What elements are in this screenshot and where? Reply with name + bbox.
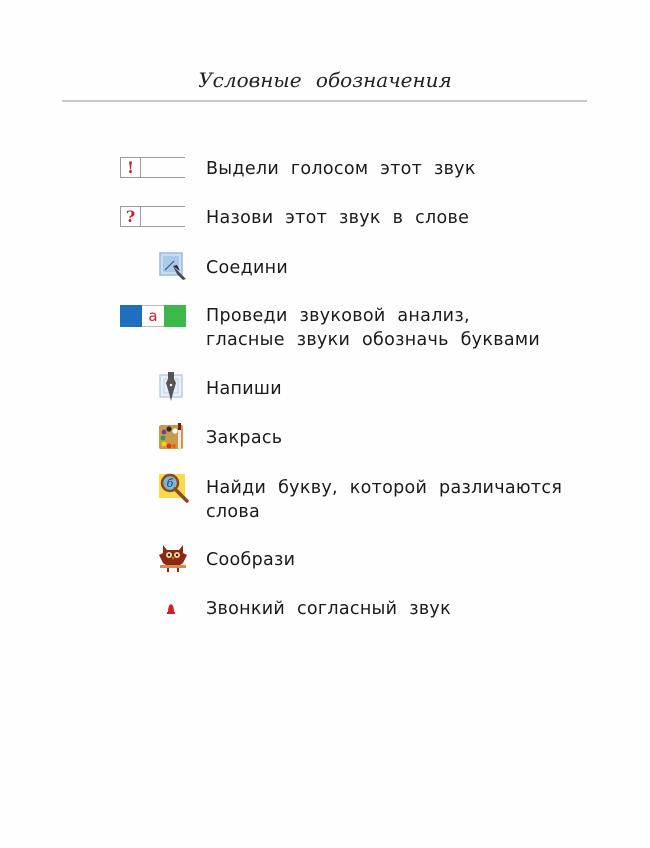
bell-icon bbox=[166, 601, 176, 620]
connect-pen-icon bbox=[159, 252, 189, 286]
box-line bbox=[141, 157, 185, 178]
legend-label-sound-analysis-1: Проведи звуковой анализ, bbox=[206, 306, 470, 326]
legend-label-sound-analysis-2: гласные звуки обозначь буквами bbox=[206, 330, 541, 350]
legend-label-find-letter-2: слова bbox=[206, 502, 261, 522]
title-divider bbox=[62, 100, 587, 102]
owl-icon bbox=[158, 543, 188, 579]
write-pen-icon bbox=[159, 371, 185, 407]
scheme-blue-cell bbox=[120, 305, 142, 327]
legend-label-color: Закрась bbox=[206, 428, 283, 448]
exclamation-mark: ! bbox=[120, 157, 141, 178]
page-title: Условные обозначения bbox=[198, 68, 452, 92]
svg-text:б: б bbox=[166, 477, 174, 490]
legend-label-write: Напиши bbox=[206, 379, 282, 399]
question-mark: ? bbox=[120, 206, 141, 227]
magnifier-icon bbox=[158, 472, 190, 508]
question-box-icon bbox=[120, 206, 185, 227]
legend-label-think: Сообрази bbox=[206, 550, 296, 570]
box-line bbox=[141, 206, 185, 227]
legend-label-find-letter-1: Найди букву, которой различаются bbox=[206, 478, 563, 498]
scheme-green-cell bbox=[164, 305, 186, 327]
legend-label-highlight-sound: Выдели голосом этот звук bbox=[206, 159, 476, 179]
palette-icon bbox=[158, 420, 188, 456]
legend-label-name-sound: Назови этот звук в слове bbox=[206, 208, 470, 228]
legend-label-connect: Соедини bbox=[206, 258, 289, 278]
scheme-vowel-cell: а bbox=[142, 305, 164, 327]
sound-scheme-icon bbox=[120, 305, 186, 327]
legend-label-voiced-consonant: Звонкий согласный звук bbox=[206, 599, 451, 619]
exclamation-box-icon bbox=[120, 157, 185, 178]
